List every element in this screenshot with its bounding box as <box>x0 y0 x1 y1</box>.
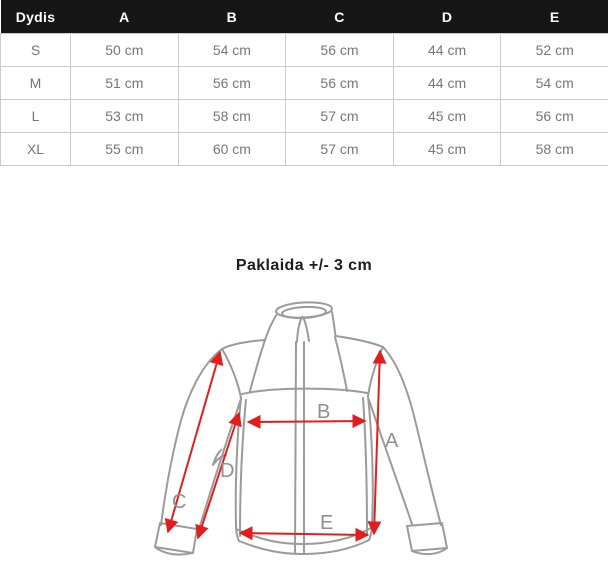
yoke-seam-left <box>250 340 265 391</box>
size-value-cell: 44 cm <box>393 34 501 67</box>
shoulder-left <box>222 340 265 349</box>
table-row-l <box>1 100 608 133</box>
zipper-left-line <box>295 342 296 553</box>
row-size-label: M <box>1 67 71 100</box>
row-size-label: XL <box>1 133 71 166</box>
jacket-measurement-diagram <box>0 276 608 582</box>
size-chart-header <box>1 0 608 34</box>
size-value-cell: 50 cm <box>71 34 179 67</box>
size-value-cell: 58 cm <box>501 133 608 166</box>
table-row-xl <box>1 133 608 166</box>
yoke-seam-right <box>335 337 347 391</box>
column-header-a: A <box>71 0 179 34</box>
size-value-cell: 44 cm <box>393 67 501 100</box>
size-value-cell: 45 cm <box>393 133 501 166</box>
size-value-cell: 52 cm <box>501 34 608 67</box>
size-value-cell: 56 cm <box>178 67 286 100</box>
size-value-cell: 53 cm <box>71 100 179 133</box>
cuff-right <box>407 523 447 551</box>
size-chart-table <box>0 0 608 166</box>
measure-arrow-a <box>374 351 380 534</box>
column-header-d: D <box>393 0 501 34</box>
measure-label-c: C <box>172 491 187 513</box>
row-size-label: L <box>1 100 71 133</box>
size-value-cell: 58 cm <box>178 100 286 133</box>
collar-right-edge <box>332 312 336 336</box>
column-header-b: B <box>178 0 286 34</box>
body-side-right <box>368 396 373 540</box>
size-value-cell: 56 cm <box>286 67 394 100</box>
size-value-cell: 60 cm <box>178 133 286 166</box>
panel-seam-left <box>240 400 246 536</box>
collar-front-left <box>297 317 302 342</box>
column-header-size: Dydis <box>1 0 71 34</box>
size-value-cell: 54 cm <box>501 67 608 100</box>
table-row-s <box>1 34 608 67</box>
cuff-left <box>155 523 197 553</box>
measure-label-b: B <box>317 401 331 423</box>
size-value-cell: 55 cm <box>71 133 179 166</box>
size-value-cell: 45 cm <box>393 100 501 133</box>
size-value-cell: 57 cm <box>286 100 394 133</box>
shoulder-right <box>336 336 384 347</box>
measure-label-a: A <box>385 430 399 452</box>
column-header-e: E <box>501 0 608 34</box>
column-header-c: C <box>286 0 394 34</box>
table-row-m <box>1 67 608 100</box>
measure-label-e: E <box>320 512 334 534</box>
size-value-cell: 56 cm <box>286 34 394 67</box>
tolerance-note: Paklaida +/- 3 cm <box>235 257 373 274</box>
armhole-seam-left <box>222 349 241 398</box>
collar-front-right <box>303 317 309 341</box>
size-value-cell: 51 cm <box>71 67 179 100</box>
size-value-cell: 56 cm <box>501 100 608 133</box>
size-value-cell: 54 cm <box>178 34 286 67</box>
measure-arrow-b <box>248 421 365 422</box>
collar-left-edge <box>265 314 277 340</box>
measure-label-d: D <box>220 460 235 482</box>
measure-arrow-e <box>240 533 368 535</box>
row-size-label: S <box>1 34 71 67</box>
panel-seam-right <box>363 398 367 534</box>
measurement-arrows <box>168 351 380 538</box>
size-value-cell: 57 cm <box>286 133 394 166</box>
